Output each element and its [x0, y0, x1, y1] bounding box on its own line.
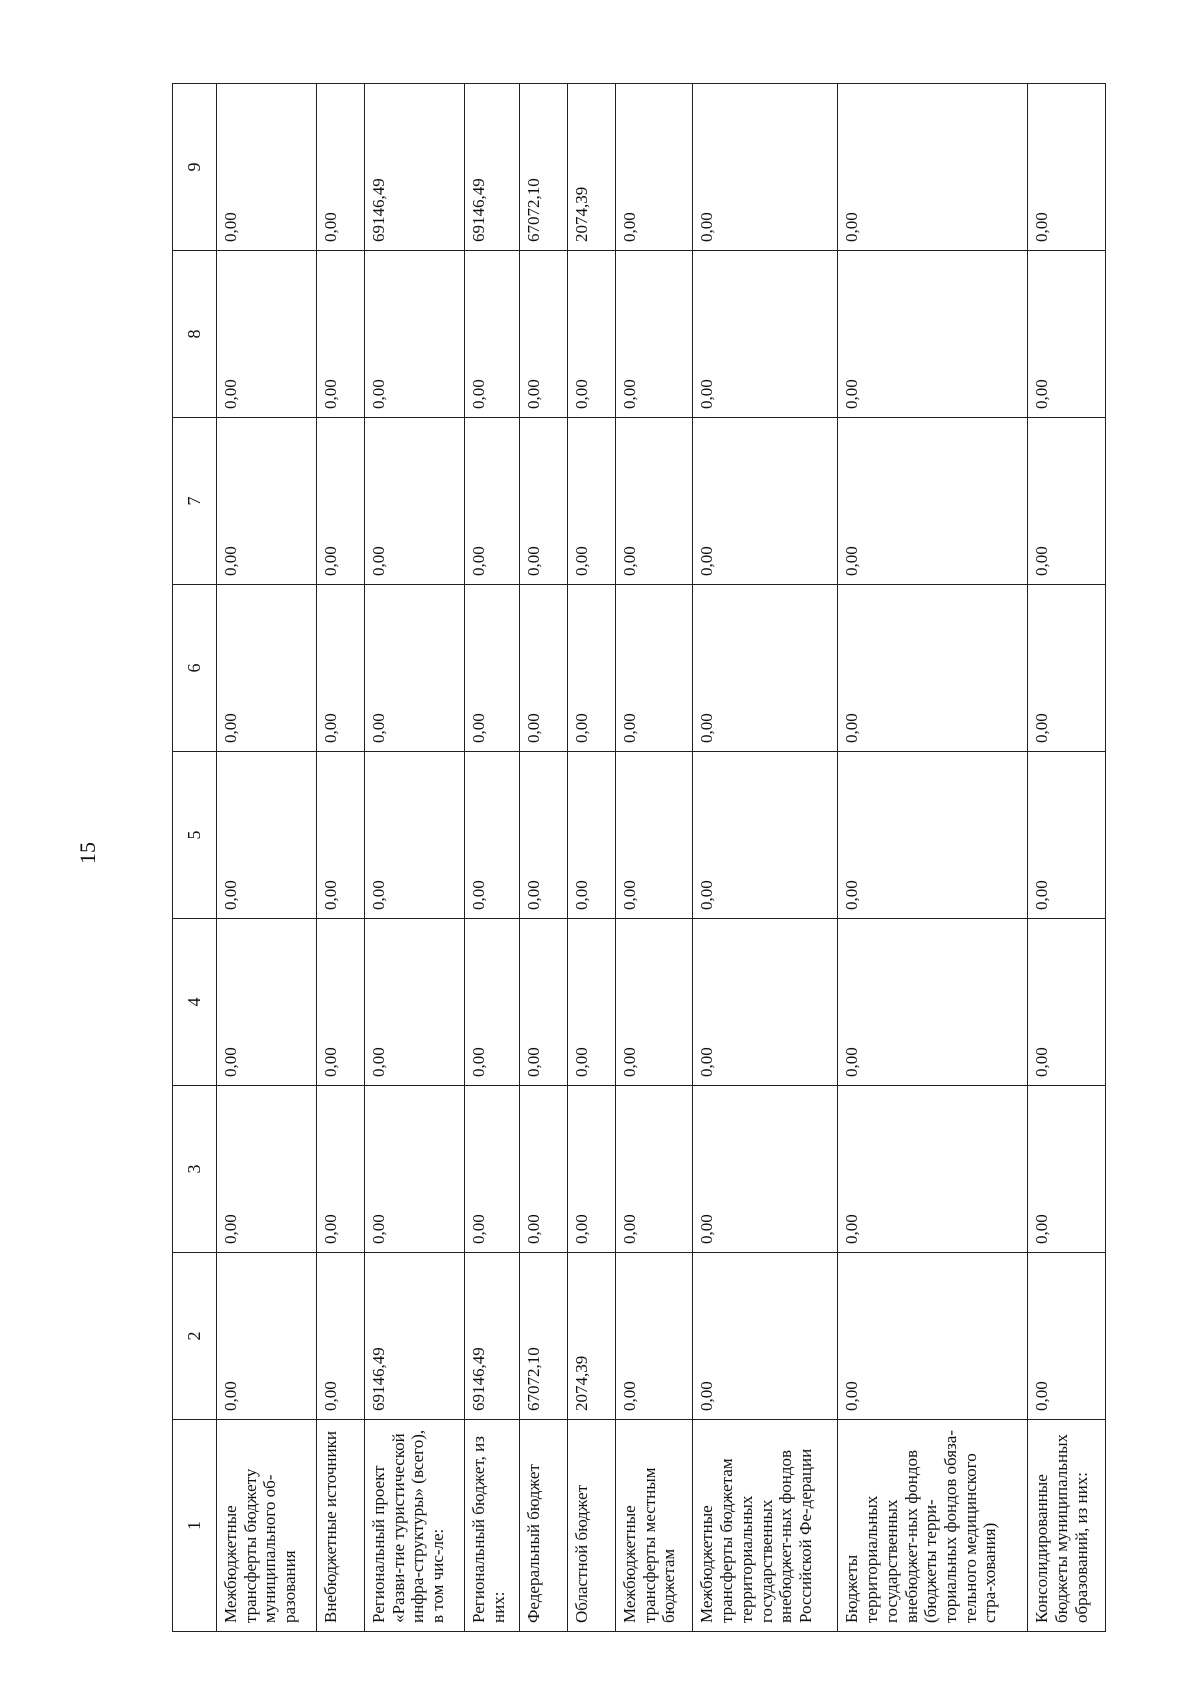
table-cell: 0,00 [464, 251, 519, 418]
table-cell: 0,00 [1028, 1086, 1106, 1253]
row-label: Межбюджетные трансферты местным бюджетам [615, 1420, 693, 1632]
table-header-row [173, 84, 217, 1632]
table-cell: 0,00 [1028, 1253, 1106, 1420]
column-header: 4 [173, 919, 217, 1086]
table-row [364, 84, 464, 1632]
table-cell: 0,00 [615, 251, 693, 418]
table-cell: 0,00 [615, 84, 693, 251]
table-cell: 0,00 [317, 1253, 365, 1420]
table-cell: 0,00 [317, 1086, 365, 1253]
table-row [317, 84, 365, 1632]
table-cell: 0,00 [615, 752, 693, 919]
table-cell: 0,00 [317, 84, 365, 251]
row-label: Межбюджетные трансферты бюджетам территориальных государственных внебюджет-ных фондов Российской Фе-дерации [693, 1420, 838, 1632]
table-cell: 0,00 [520, 251, 568, 418]
table-cell: 0,00 [217, 84, 317, 251]
table-cell: 0,00 [567, 752, 615, 919]
table-row [693, 84, 838, 1632]
table-cell: 0,00 [693, 919, 838, 1086]
table-cell: 69146,49 [364, 1253, 464, 1420]
table-cell: 0,00 [217, 919, 317, 1086]
table-cell: 0,00 [838, 1253, 1028, 1420]
table-cell: 67072,10 [520, 84, 568, 251]
table-row [838, 84, 1028, 1632]
table-cell: 0,00 [364, 585, 464, 752]
table-cell: 0,00 [693, 1086, 838, 1253]
column-header: 9 [173, 84, 217, 251]
table-cell: 0,00 [217, 251, 317, 418]
table-cell: 0,00 [364, 1086, 464, 1253]
column-header: 2 [173, 1253, 217, 1420]
table-cell: 0,00 [317, 251, 365, 418]
table-cell: 0,00 [217, 752, 317, 919]
table-cell: 0,00 [838, 752, 1028, 919]
table-cell: 2074,39 [567, 1253, 615, 1420]
column-header: 5 [173, 752, 217, 919]
table-cell: 0,00 [567, 418, 615, 585]
table-cell: 0,00 [364, 919, 464, 1086]
table-cell: 0,00 [567, 585, 615, 752]
table-cell: 0,00 [317, 585, 365, 752]
table-cell: 0,00 [615, 585, 693, 752]
table-cell: 0,00 [364, 251, 464, 418]
row-label: Федеральный бюджет [520, 1420, 568, 1632]
table-cell: 0,00 [317, 418, 365, 585]
table-cell: 0,00 [693, 1253, 838, 1420]
table-cell: 0,00 [1028, 919, 1106, 1086]
table-cell: 0,00 [520, 752, 568, 919]
table-cell: 0,00 [217, 1253, 317, 1420]
page-number: 15 [75, 842, 100, 864]
table-cell: 0,00 [464, 752, 519, 919]
table-cell: 0,00 [693, 251, 838, 418]
row-label: Областной бюджет [567, 1420, 615, 1632]
column-header: 7 [173, 418, 217, 585]
table-cell: 0,00 [838, 84, 1028, 251]
table-cell: 0,00 [364, 752, 464, 919]
table-cell: 69146,49 [364, 84, 464, 251]
table-cell: 67072,10 [520, 1253, 568, 1420]
table-cell: 0,00 [838, 585, 1028, 752]
table-cell: 0,00 [838, 919, 1028, 1086]
table-cell: 0,00 [217, 418, 317, 585]
table-cell: 0,00 [567, 251, 615, 418]
table-cell: 0,00 [615, 1253, 693, 1420]
table-cell: 0,00 [1028, 585, 1106, 752]
table-cell: 0,00 [1028, 752, 1106, 919]
budget-table-container [172, 84, 1106, 1632]
table-cell: 69146,49 [464, 1253, 519, 1420]
column-header: 3 [173, 1086, 217, 1253]
table-row [520, 84, 568, 1632]
table-cell: 0,00 [838, 251, 1028, 418]
table-cell: 0,00 [520, 418, 568, 585]
table-cell: 0,00 [567, 1086, 615, 1253]
table-cell: 0,00 [464, 919, 519, 1086]
table-cell: 0,00 [464, 1086, 519, 1253]
table-cell: 0,00 [838, 418, 1028, 585]
row-label: Консолидированные бюджеты муниципальных образований, из них: [1028, 1420, 1106, 1632]
row-label: Межбюджетные трансферты бюджету муниципального об-разования [217, 1420, 317, 1632]
table-cell: 0,00 [217, 1086, 317, 1253]
row-label: Внебюджетные источники [317, 1420, 365, 1632]
table-cell: 0,00 [1028, 251, 1106, 418]
table-cell: 0,00 [693, 418, 838, 585]
table-cell: 0,00 [838, 1086, 1028, 1253]
column-header: 6 [173, 585, 217, 752]
row-label: Региональный бюджет, из них: [464, 1420, 519, 1632]
table-cell: 0,00 [217, 585, 317, 752]
table-row [567, 84, 615, 1632]
table-cell: 0,00 [615, 418, 693, 585]
table-cell: 0,00 [464, 418, 519, 585]
table-cell: 0,00 [317, 919, 365, 1086]
column-header: 1 [173, 1420, 217, 1632]
table-cell: 0,00 [464, 585, 519, 752]
table-cell: 0,00 [317, 752, 365, 919]
table-cell: 2074,39 [567, 84, 615, 251]
table-row [615, 84, 693, 1632]
row-label: Бюджеты территориальных государственных внебюджет-ных фондов (бюджеты терри-ториальных фондов обяза-тельного медицинского стра-хования) [838, 1420, 1028, 1632]
row-label: Региональный проект «Разви-тие туристической инфра-структуры» (всего), в том чис-ле: [364, 1420, 464, 1632]
table-cell: 0,00 [693, 84, 838, 251]
table-row [217, 84, 317, 1632]
table-row [1028, 84, 1106, 1632]
table-row [464, 84, 519, 1632]
budget-table [172, 83, 1106, 1632]
table-cell: 0,00 [520, 919, 568, 1086]
table-cell: 0,00 [693, 752, 838, 919]
table-cell: 0,00 [693, 585, 838, 752]
table-cell: 0,00 [567, 919, 615, 1086]
table-cell: 0,00 [615, 919, 693, 1086]
table-cell: 0,00 [364, 418, 464, 585]
table-cell: 0,00 [520, 585, 568, 752]
table-cell: 0,00 [520, 1086, 568, 1253]
table-cell: 0,00 [1028, 84, 1106, 251]
table-cell: 0,00 [1028, 418, 1106, 585]
table-cell: 0,00 [615, 1086, 693, 1253]
table-cell: 69146,49 [464, 84, 519, 251]
column-header: 8 [173, 251, 217, 418]
